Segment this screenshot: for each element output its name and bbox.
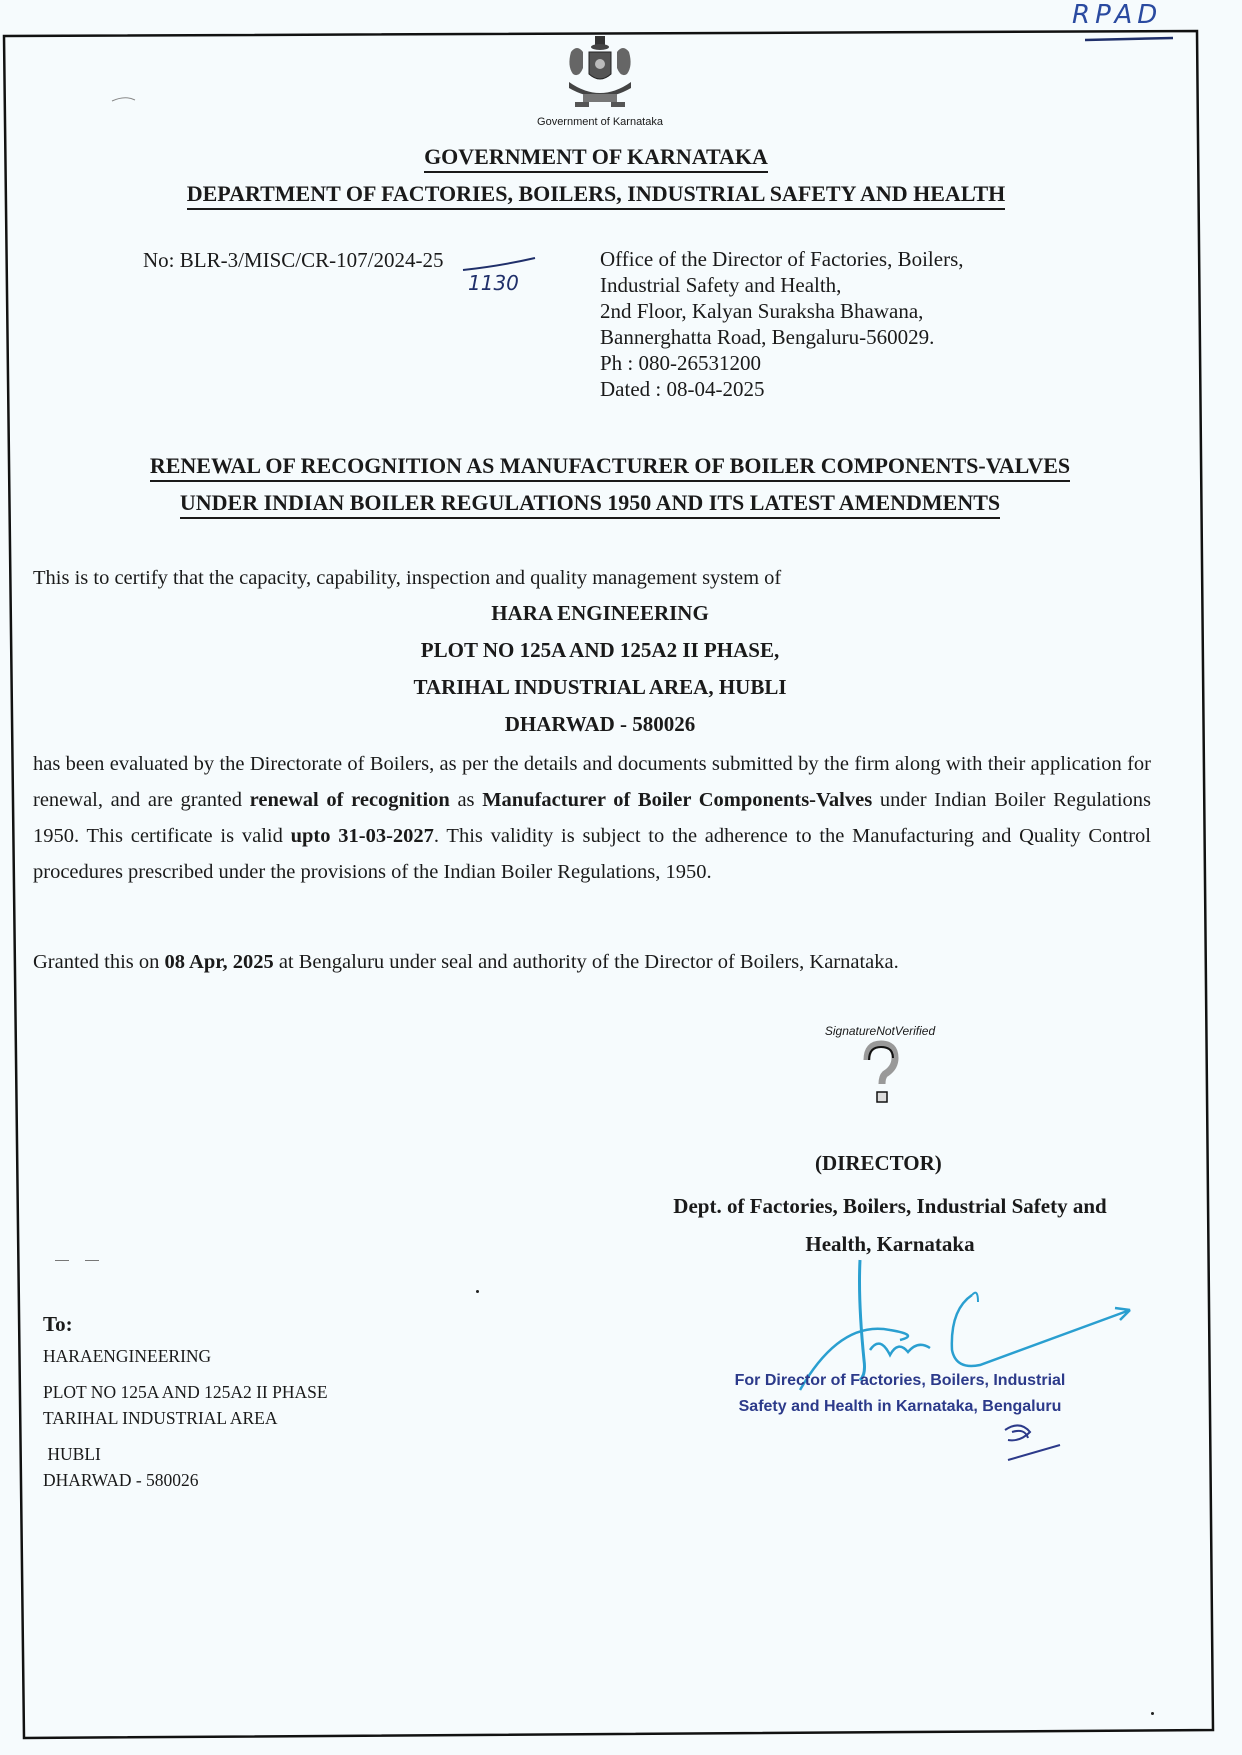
renewal-of-recognition-emphasis: renewal of recognition bbox=[249, 789, 450, 811]
paragraph-text: as bbox=[449, 789, 483, 811]
paragraph-text: . This validity is subject to the adherence to the Manufacturing and Quality Control procedures prescribed under the provisions of the Indian Boiler Regulations, 1950. bbox=[33, 825, 1151, 883]
office-address-line: Bannerghatta Road, Bengaluru-560029. bbox=[600, 325, 935, 349]
office-address bbox=[600, 246, 964, 402]
certificate-intro: This is to certify that the capacity, capability, inspection and quality management system of bbox=[33, 567, 782, 589]
office-phone: Ph : 080-26531200 bbox=[600, 351, 762, 375]
firm-name: HARA ENGINEERING bbox=[491, 601, 709, 625]
stamp-line: Safety and Health in Karnataka, Bengaluru bbox=[738, 1398, 1062, 1415]
paragraph-text: under Indian Boiler Regulations 1950. This certificate is valid bbox=[33, 789, 1152, 847]
subject-line1: RENEWAL OF RECOGNITION AS MANUFACTURER OF BOILER COMPONENTS-VALVES bbox=[150, 453, 1070, 482]
scan-speck bbox=[476, 1290, 479, 1293]
manufacturer-category-emphasis: Manufacturer of Boiler Components-Valves bbox=[482, 789, 873, 811]
director-stamp bbox=[700, 1368, 1100, 1420]
office-dated: Dated : 08-04-2025 bbox=[600, 377, 765, 401]
department-title-wrap bbox=[0, 181, 1192, 210]
director-department-line: Health, Karnataka bbox=[805, 1232, 975, 1256]
government-title-wrap bbox=[0, 144, 1192, 173]
recipient-line: HUBLI bbox=[43, 1444, 101, 1464]
certificate-paragraph bbox=[33, 746, 1151, 890]
handwritten-rpad-annotation: RPAD bbox=[1072, 0, 1163, 30]
scan-speck bbox=[1151, 1712, 1154, 1715]
firm-block bbox=[300, 595, 900, 743]
recipient-block bbox=[43, 1312, 328, 1493]
granted-text: Granted this on bbox=[33, 951, 165, 973]
emblem-block bbox=[510, 32, 690, 128]
subject-line2-wrap bbox=[40, 490, 1140, 519]
office-address-line: Industrial Safety and Health, bbox=[600, 273, 842, 297]
validity-date-emphasis: upto 31-03-2027 bbox=[290, 825, 434, 847]
stamp-initials bbox=[1000, 1420, 1080, 1470]
recipient-line: DHARWAD - 580026 bbox=[43, 1470, 199, 1490]
government-title: GOVERNMENT OF KARNATAKA bbox=[424, 144, 768, 173]
handwritten-inward-number: 1130 bbox=[468, 271, 519, 295]
reference-number: No: BLR-3/MISC/CR-107/2024-25 bbox=[143, 248, 444, 272]
signature-verification-block bbox=[795, 1024, 965, 1110]
granted-date: 08 Apr, 2025 bbox=[164, 951, 274, 973]
karnataka-emblem-icon bbox=[561, 32, 639, 114]
question-mark-icon bbox=[855, 1040, 905, 1110]
stamp-line: For Director of Factories, Boilers, Industrial bbox=[734, 1372, 1066, 1389]
firm-address-line: PLOT NO 125A AND 125A2 II PHASE, bbox=[420, 638, 780, 662]
scan-speck bbox=[85, 1260, 99, 1261]
director-department-line: Dept. of Factories, Boilers, Industrial Safety and bbox=[673, 1194, 1107, 1218]
granted-statement bbox=[33, 951, 899, 974]
department-title: DEPARTMENT OF FACTORIES, BOILERS, INDUSTRIAL SAFETY AND HEALTH bbox=[187, 181, 1006, 210]
paragraph-text: has been evaluated by the Directorate of Boilers, as per the details and documents submitted by the firm along with their application for renewal, and are granted bbox=[33, 753, 1151, 811]
subject-line2: UNDER INDIAN BOILER REGULATIONS 1950 AND ITS LATEST AMENDMENTS bbox=[180, 490, 1000, 519]
scan-speck bbox=[55, 1260, 69, 1261]
recipient-line: HARAENGINEERING bbox=[43, 1346, 212, 1366]
firm-address-line: DHARWAD - 580026 bbox=[504, 712, 696, 736]
firm-address-line: TARIHAL INDUSTRIAL AREA, HUBLI bbox=[413, 675, 787, 699]
signature-status: SignatureNotVerified bbox=[824, 1024, 936, 1038]
director-designation: (DIRECTOR) bbox=[815, 1151, 942, 1175]
recipient-line: PLOT NO 125A AND 125A2 II PHASE bbox=[43, 1382, 328, 1402]
office-address-line: Office of the Director of Factories, Boilers, bbox=[600, 247, 964, 271]
recipient-label: To: bbox=[43, 1312, 73, 1336]
granted-text: at Bengaluru under seal and authority of the Director of Boilers, Karnataka. bbox=[273, 951, 899, 973]
recipient-line: TARIHAL INDUSTRIAL AREA bbox=[43, 1408, 278, 1428]
subject-line1-wrap bbox=[40, 453, 1180, 482]
office-address-line: 2nd Floor, Kalyan Suraksha Bhawana, bbox=[600, 299, 924, 323]
emblem-caption: Government of Karnataka bbox=[537, 116, 663, 128]
